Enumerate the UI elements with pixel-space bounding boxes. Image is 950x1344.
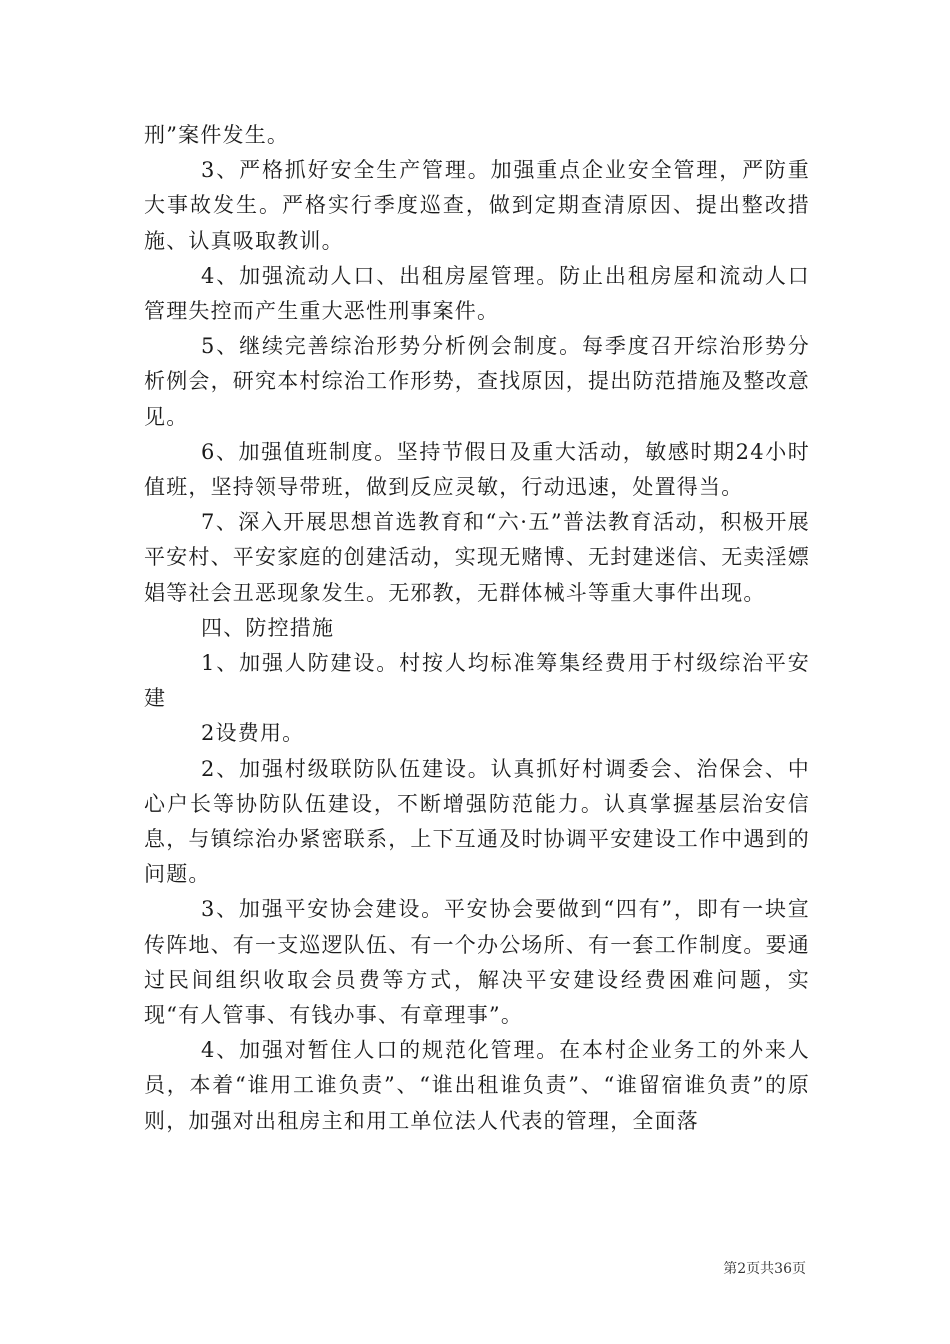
paragraph: 3、加强平安协会建设。平安协会要做到“四有”，即有一块宣传阵地、有一支巡逻队伍、有一个办公场所、有一套工作制度。要通过民间组织收取会员费等方式，解决平安建设经费困难问题，实现“有人管事、有钱办事、有章理事”。 [144,897,810,1028]
paragraph: 刑”案件发生。 [144,123,290,147]
paragraph: 4、加强流动人口、出租房屋管理。防止出租房屋和流动人口管理失控而产生重大恶性刑事案件。 [144,263,810,324]
paragraph: 2、加强村级联防队伍建设。认真抓好村调委会、治保会、中心户长等协防队伍建设，不断增强防范能力。认真掌握基层治安信息，与镇综治办紧密联系，上下互通及时协调平安建设工作中遇到的问题。 [144,756,810,887]
paragraph: 1、加强人防建设。村按人均标准筹集经费用于村级综治平安建 [144,651,810,711]
paragraph: 7、深入开展思想首选教育和“六·五”普法教育活动，积极开展平安村、平安家庭的创建活动，实现无赌博、无封建迷信、无卖淫嫖娼等社会丑恶现象发生。无邪教，无群体械斗等重大事件出现。 [144,510,810,605]
paragraph: 4、加强对暂住人口的规范化管理。在本村企业务工的外来人员，本着“谁用工谁负责”、“谁出租谁负责”、“谁留宿谁负责”的原则，加强对出租房主和用工单位法人代表的管理，全面落 [144,1038,810,1133]
paragraph: 3、严格抓好安全生产管理。加强重点企业安全管理，严防重大事故发生。严格实行季度巡查，做到定期查清原因、提出整改措施、认真吸取教训。 [144,158,810,253]
paragraph: 6、加强值班制度。坚持节假日及重大活动，敏感时期24小时值班，坚持领导带班，做到反应灵敏，行动迅速，处置得当。 [144,439,810,500]
paragraph: 5、继续完善综治形势分析例会制度。每季度召开综治形势分析例会，研究本村综治工作形势，查找原因，提出防范措施及整改意见。 [144,334,810,429]
paragraph: 2设费用。 [201,721,305,746]
document-body [144,118,810,1139]
section-heading: 四、防控措施 [201,615,335,640]
page-number: 第2页共36页 [723,1261,806,1277]
